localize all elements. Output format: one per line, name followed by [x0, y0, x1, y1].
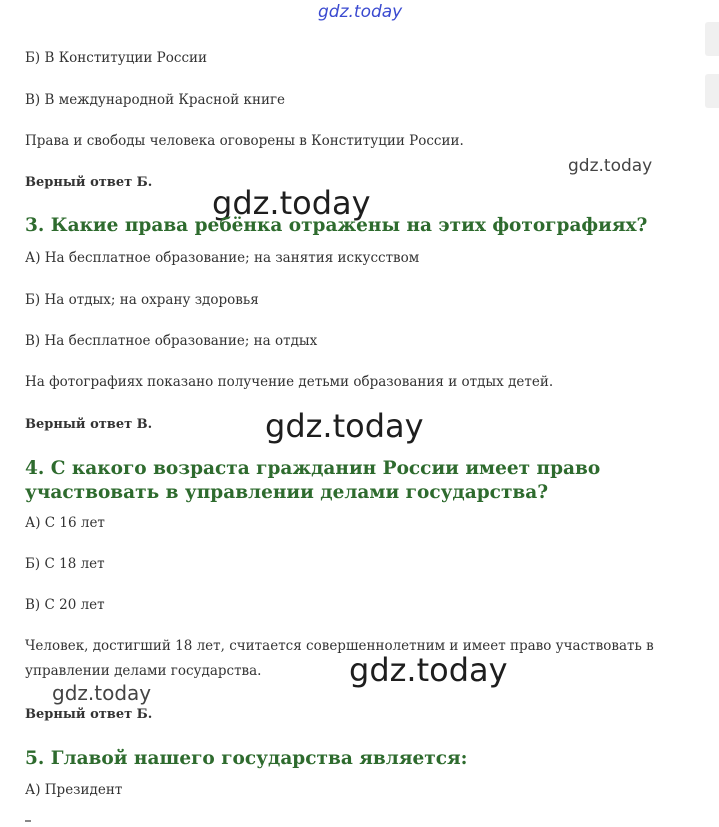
q3-option-c: В) На бесплатное образование; на отдых	[25, 333, 318, 349]
q4-option-b: Б) С 18 лет	[25, 556, 105, 572]
watermark: gdz.today	[349, 651, 508, 689]
side-widget-tab[interactable]	[705, 74, 719, 108]
q5-option-a: А) Президент	[25, 782, 123, 798]
q2-option-c: В) В международной Красной книге	[25, 92, 286, 108]
watermark: gdz.today	[212, 184, 371, 222]
q4-option-a: А) С 16 лет	[25, 515, 105, 531]
q3-answer: Верный ответ В.	[25, 417, 153, 432]
q4-option-c: В) С 20 лет	[25, 597, 105, 613]
q3-option-b: Б) На отдых; на охрану здоровья	[25, 292, 259, 308]
q3-explanation: На фотографиях показано получение детьми образования и отдых детей.	[25, 374, 554, 390]
watermark-top: gdz.today	[318, 2, 403, 22]
q4-title: 4. С какого возраста гражданин России имеет право участвовать в управлении делами государства?	[25, 458, 601, 503]
q4-explanation: Человек, достигший 18 лет, считается совершеннолетним и имеет право участвовать в управлении делами государства.	[25, 638, 654, 679]
q4-answer: Верный ответ Б.	[25, 707, 153, 722]
next-line-fragment	[25, 820, 31, 822]
q5-title: 5. Главой нашего государства является:	[25, 748, 468, 769]
watermark: gdz.today	[52, 681, 152, 705]
q2-option-b: Б) В Конституции России	[25, 50, 207, 66]
side-widget-tab[interactable]	[705, 22, 719, 56]
watermark: gdz.today	[265, 407, 424, 445]
q2-answer: Верный ответ Б.	[25, 175, 153, 190]
watermark: gdz.today	[568, 156, 653, 176]
q3-title: 3. Какие права ребёнка отражены на этих фотографиях?	[25, 215, 648, 236]
q3-option-a: А) На бесплатное образование; на занятия искусством	[25, 250, 420, 266]
q2-explanation: Права и свободы человека оговорены в Конституции России.	[25, 133, 464, 149]
